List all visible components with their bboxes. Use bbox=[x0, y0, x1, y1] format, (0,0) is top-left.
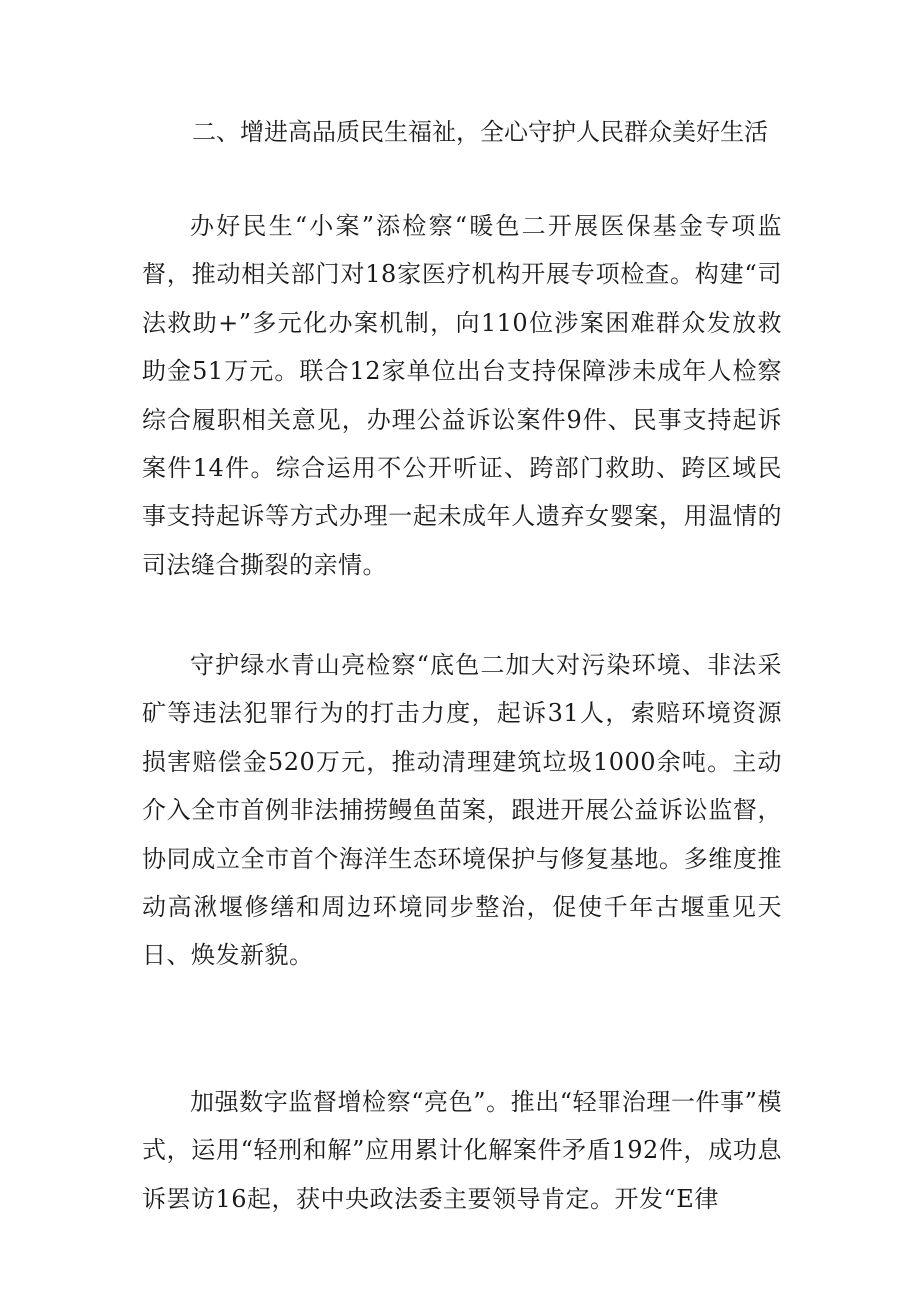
paragraph-ecology-protection: 守护绿水青山亮检察“底色二加大对污染环境、非法采矿等违法犯罪行为的打击力度，起诉31人，索赔环境资源损害赔偿金520万元，推动清理建筑垃圾1000余吨。主动介入全市首例非法捕捞鳗鱼苗案，跟进开展公益诉讼监督，协同成立全市首个海洋生态环境保护与修复基地。多维度推动高湫堰修缮和周边环境同步整治，促使千年古堰重见天日、焕发新貌。 bbox=[142, 651, 782, 970]
paragraph-livelihood-cases: 办好民生“小案”添检察“暖色二开展医保基金专项监督，推动相关部门对18家医疗机构开展专项检查。构建“司法救助+”多元化办案机制，向110位涉案困难群众发放救助金51万元。联合12家单位出台支持保障涉未成年人检察综合履职相关意见，办理公益诉讼案件9件、民事支持起诉案件14件。综合运用不公开听证、跨部门救助、跨区域民事支持起诉等方式办理一起未成年人遗弃女婴案，用温情的司法缝合撕裂的亲情。 bbox=[142, 212, 782, 579]
paragraph-digital-supervision: 加强数字监督增检察“亮色”。推出“轻罪治理一件事”模式，运用“轻刑和解”应用累计化解案件矛盾192件，成功息诉罢访16起，获中央政法委主要领导肯定。开发“E律 bbox=[142, 1088, 782, 1213]
section-heading: 二、增进高品质民生福祉，全心守护人民群众美好生活 bbox=[192, 118, 768, 146]
